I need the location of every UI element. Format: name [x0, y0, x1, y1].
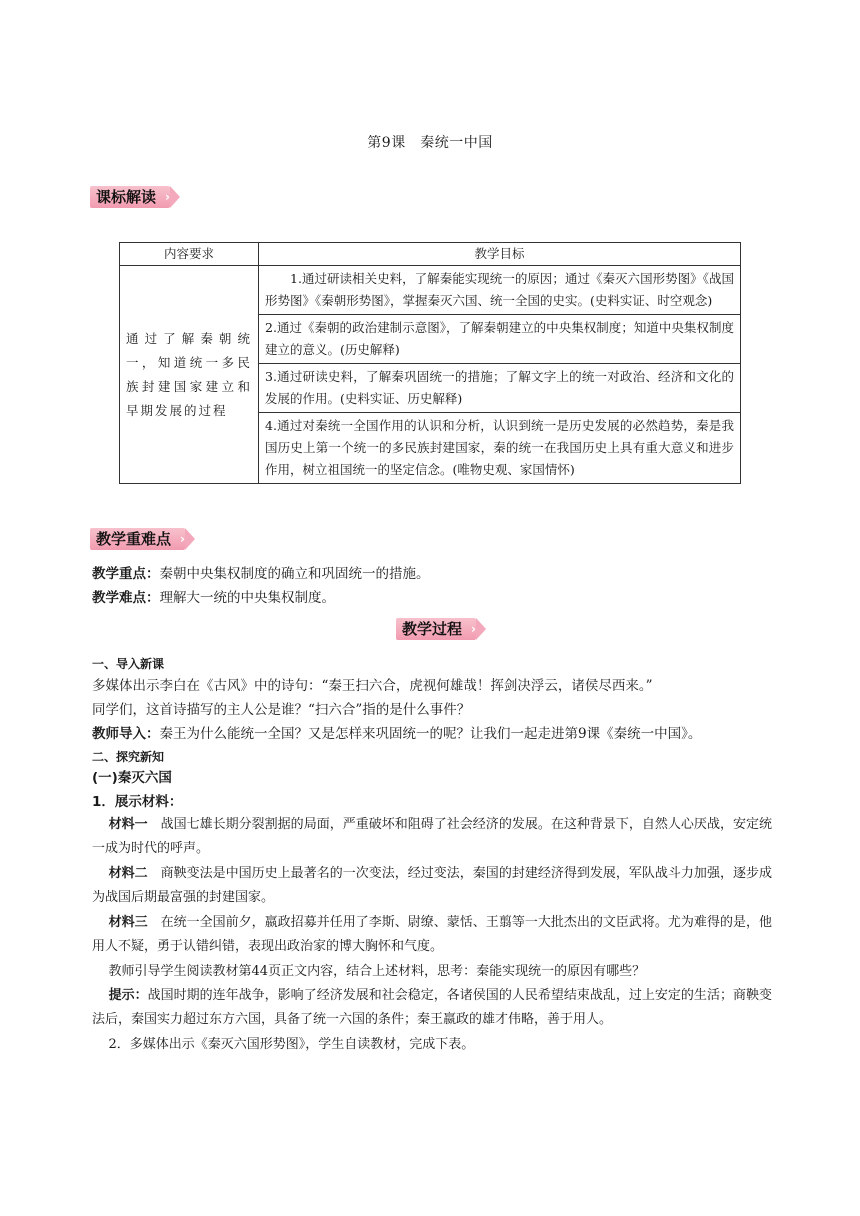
curriculum-table — [119, 242, 741, 484]
paragraph: 同学们，这首诗描写的主人公是谁？“扫六合”指的是什么事件？ — [92, 702, 471, 718]
hint: 提示：战国时期的连年战争，影响了经济发展和社会稳定，各诸侯国的人民希望结束战乱，过上安定的生活；商鞅变法后，秦国实力超过东方六国，具备了统一六国的条件；秦王嬴政的雄才伟略，善于用人。 — [92, 988, 772, 1027]
chevron-right-icon: › — [165, 190, 170, 204]
difficult-point: 教学难点：理解大一统的中央集权制度。 — [92, 590, 335, 606]
goal-cell: 1.通过研读相关史料，了解秦能实现统一的原因；通过《秦灭六国形势图》《战国形势图》《秦朝形势图》，掌握秦灭六国、统一全国的史实。(史料实证、时空观念) — [259, 266, 741, 315]
banner-label: 教学过程 — [402, 620, 463, 638]
banner-label: 课标解读 — [96, 188, 157, 206]
paragraph: 多媒体出示李白在《古风》中的诗句：“秦王扫六合，虎视何雄哉！挥剑决浮云，诸侯尽西来。” — [92, 678, 653, 694]
goal-cell: 3.通过研读史料，了解秦巩固统一的措施；了解文字上的统一对政治、经济和文化的发展的作用。(史料实证、历史解释) — [259, 364, 741, 413]
key-point: 教学重点：秦朝中央集权制度的确立和巩固统一的措施。 — [92, 566, 430, 582]
paragraph: 教师引导学生阅读教材第44页正文内容，结合上述材料，思考：秦能实现统一的原因有哪些？ — [108, 964, 646, 979]
list-item: 2．多媒体出示《秦灭六国形势图》，学生自读教材，完成下表。 — [108, 1037, 475, 1052]
material-three: 材料三 在统一全国前夕，嬴政招募并任用了李斯、尉缭、蒙恬、王翦等一大批杰出的文臣武将。尤为难得的是，他用人不疑，勇于认错纠错，表现出政治家的博大胸怀和气度。 — [92, 915, 772, 954]
section-heading: 一、导入新课 — [92, 657, 165, 671]
table-header: 教学目标 — [259, 243, 741, 266]
goal-cell: 2.通过《秦朝的政治建制示意图》，了解秦朝建立的中央集权制度；知道中央集权制度建立的意义。(历史解释) — [259, 315, 741, 364]
requirement-cell: 通过了解秦朝统一，知道统一多民族封建国家建立和早期发展的过程 — [120, 266, 259, 484]
section-banner-key-points — [90, 528, 185, 550]
table-header: 内容要求 — [120, 243, 259, 266]
section-banner-process — [396, 618, 476, 640]
chevron-right-icon: › — [180, 532, 185, 546]
section-banner-curriculum — [90, 186, 170, 208]
paragraph: 教师导入：秦王为什么能统一全国？又是怎样来巩固统一的呢？让我们一起走进第9课《秦统一中国》。 — [92, 726, 702, 742]
material-two: 材料二 商鞅变法是中国历史上最著名的一次变法，经过变法，秦国的封建经济得到发展，军队战斗力加强，逐步成为战国后期最富强的封建国家。 — [92, 866, 772, 905]
page-title: 第9课 秦统一中国 — [367, 135, 493, 151]
chevron-right-icon: › — [471, 622, 476, 636]
material-one: 材料一 战国七雄长期分裂割据的局面，严重破坏和阻碍了社会经济的发展。在这种背景下，自然人心厌战，安定统一成为时代的呼声。 — [92, 817, 772, 856]
subsection-heading: (一)秦灭六国 — [92, 770, 172, 786]
section-heading: 二、探究新知 — [92, 750, 165, 764]
goal-cell: 4.通过对秦统一全国作用的认识和分析，认识到统一是历史发展的必然趋势，秦是我国历史上第一个统一的多民族封建国家，秦的统一在我国历史上具有重大意义和进步作用，树立祖国统一的坚定信念。(唯物史观、家国情怀) — [259, 413, 741, 484]
list-item: 1．展示材料： — [92, 794, 183, 810]
banner-label: 教学重难点 — [96, 530, 172, 548]
